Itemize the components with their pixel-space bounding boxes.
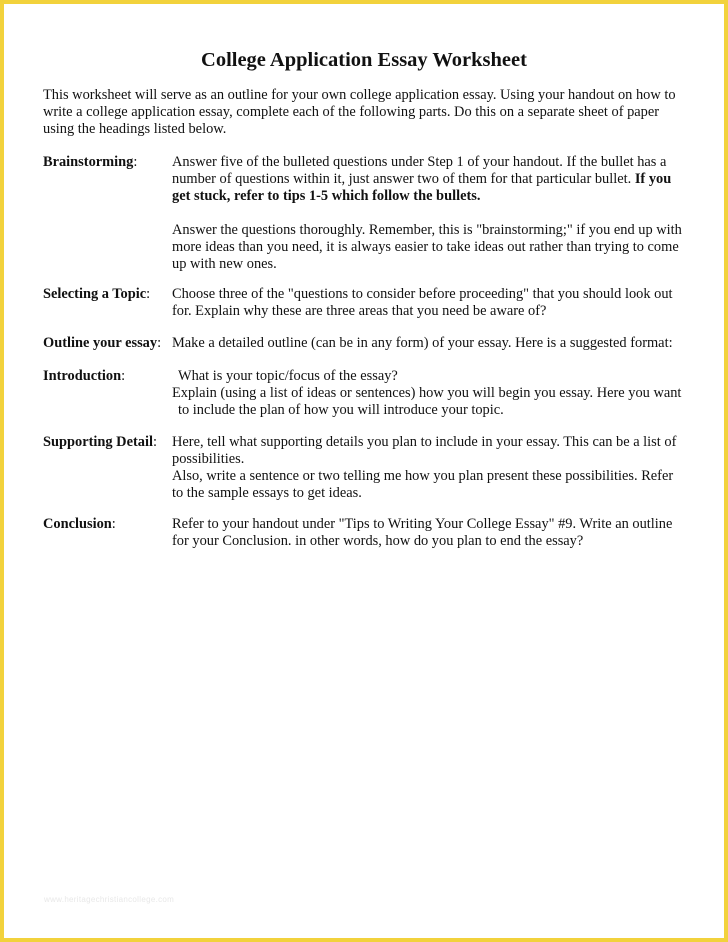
watermark: www.heritagechristiancollege.com: [44, 895, 175, 904]
section-body: Choose three of the "questions to consider before proceeding" that you should look out for. Explain why these are three areas that you need be aware of?: [172, 286, 673, 319]
section-label: Introduction:: [43, 368, 126, 384]
intro-line: This worksheet will serve as an outline for your own college application essay. Using your handout on how to: [43, 87, 676, 103]
intro-paragraph: [43, 87, 698, 138]
section-label: Outline your essay:: [43, 335, 162, 351]
section-body: Make a detailed outline (can be in any form) of your essay. Here is a suggested format:: [172, 335, 673, 351]
section-body: Here, tell what supporting details you plan to include in your essay. This can be a list of possibilities. Also, write a sentence or two telling me how you plan present these possibilities. Refer to the sample essays to get ideas.: [172, 434, 677, 501]
intro-line: write a college application essay, complete each of the following parts. Do this on a separate sheet of paper: [43, 104, 660, 120]
section-body: What is your topic/focus of the essay? Explain (using a list of ideas or sentences) how you will begin you essay. Here you want to include the plan of how you will introduce your topic.: [172, 368, 682, 418]
page-title: College Application Essay Worksheet: [201, 49, 527, 71]
section-body: Refer to your handout under "Tips to Writing Your College Essay" #9. Write an outline for your Conclusion. in other words, how do you plan to end the essay?: [172, 516, 673, 549]
section-label: Brainstorming:: [43, 154, 138, 170]
section-body: Answer five of the bulleted questions under Step 1 of your handout. If the bullet has a number of questions within it, just answer two of them for that particular bullet. If you get stuck, refer to tips 1-5 which follow the bullets. Answer the questions thoroughly. Remember, this is "brainstorming;" if you end up with more ideas than you need, it is always easier to take ideas out rather than trying to come up with new ones.: [172, 154, 682, 272]
section-label: Selecting a Topic:: [43, 286, 151, 302]
section-label: Conclusion:: [43, 516, 116, 532]
section-label: Supporting Detail:: [43, 434, 157, 450]
intro-line: using the headings listed below.: [43, 121, 227, 137]
